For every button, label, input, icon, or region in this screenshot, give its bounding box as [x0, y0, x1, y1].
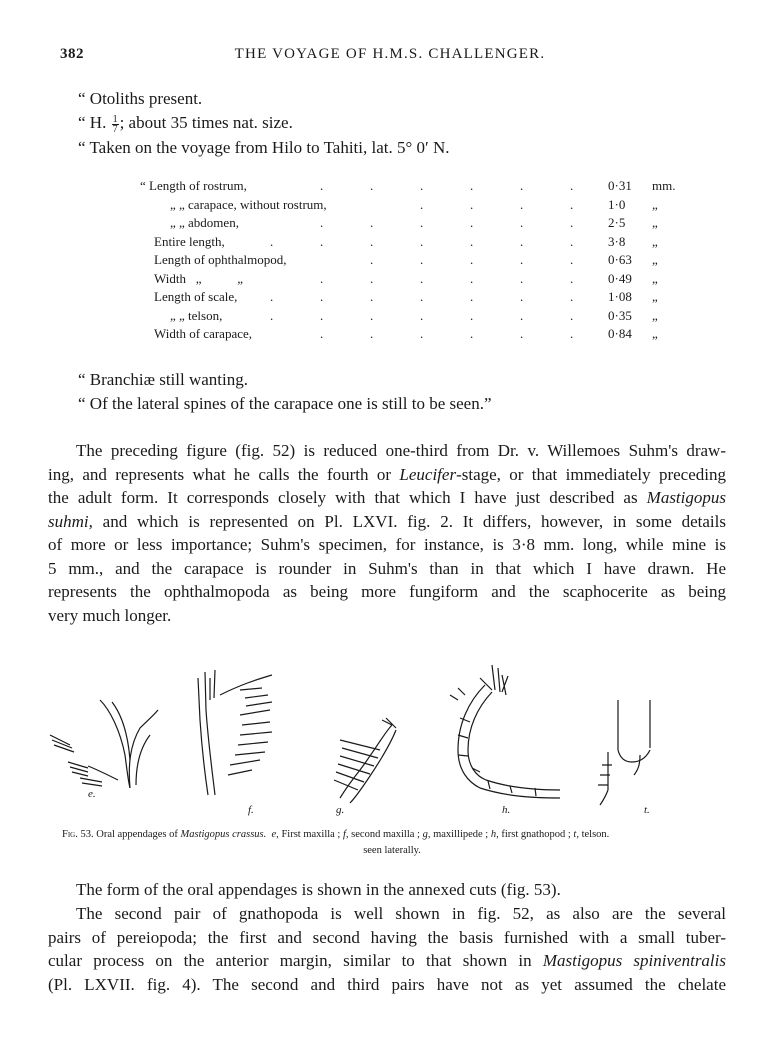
- paragraph-line: (Pl. LXVII. fig. 4). The second and third pairs have not as yet assumed the chelate: [48, 974, 726, 994]
- measurement-label: Width of carapace,: [154, 326, 258, 342]
- measurement-value: 1·0: [608, 196, 626, 212]
- paragraph-line: The preceding figure (fig. 52) is reduced one-third from Dr. v. Willemoes Suhm's draw-: [76, 441, 726, 460]
- measurement-unit: „: [652, 252, 658, 267]
- measurement-value: 0·31: [608, 178, 632, 193]
- figure-caption: [62, 827, 722, 859]
- caption-key: h,: [490, 829, 499, 840]
- measurement-row: „ „ carapace, without rostrum, . . . . 1·0 „: [170, 196, 658, 212]
- figure-label-g: g.: [336, 804, 345, 816]
- quote-branchiae: “ Branchiæ still wanting.: [78, 370, 248, 389]
- measurement-row: “ Length of rostrum, . . . . . . 0·31 mm.: [140, 178, 676, 193]
- measurement-value: 0·63: [608, 252, 632, 267]
- measurement-value: 3·8: [608, 233, 626, 249]
- figure-label-e: e.: [88, 788, 96, 800]
- first-maxilla-drawing: [50, 700, 158, 788]
- paragraph-line: of more or less importance; Suhm's specimen, for instance, is 3·8 mm. long, while mine is: [48, 535, 726, 554]
- measurement-unit: mm.: [652, 178, 676, 193]
- measurement-row: „ „ abdomen, . . . . . . 2·5 „: [170, 215, 658, 230]
- figure-label-h: h.: [502, 804, 511, 816]
- text-run: -stage, or that immediately preceding: [456, 464, 726, 484]
- paragraph-line: The form of the oral appendages is shown in the annexed cuts (fig. 53).: [76, 880, 561, 899]
- fraction: [112, 115, 119, 134]
- paragraph-line: [48, 486, 726, 510]
- measurement-row: Width „ „ . . . . . . 0·49 „: [154, 270, 658, 286]
- measurement-table: [140, 178, 700, 345]
- measurement-unit: „: [652, 307, 658, 323]
- paragraph-line: 5 mm., and the carapace is rounder in Suhm's than in that which I have drawn. He: [48, 558, 726, 578]
- quote-h-suffix: ; about 35 times nat. size.: [119, 113, 293, 132]
- paragraph-line: [48, 463, 726, 487]
- page-number: 382: [60, 46, 84, 62]
- measurement-unit: „: [652, 233, 658, 249]
- paragraph-line: The second pair of gnathopoda is well shown in fig. 52, as also are the several: [76, 904, 726, 923]
- figure-drawing: [40, 640, 740, 820]
- measurement-unit: „: [652, 326, 658, 341]
- measurement-value: 0·49: [608, 270, 632, 286]
- measurement-unit: „: [652, 270, 658, 286]
- caption-species: Mastigopus crassus.: [180, 829, 267, 840]
- measurement-value: 0·84: [608, 326, 632, 341]
- fraction-denominator: 7: [112, 123, 118, 135]
- caption-line: seen laterally.: [363, 845, 421, 856]
- measurement-label: Width „ „: [154, 271, 249, 287]
- caption-text: first gnathopod ;: [498, 829, 574, 840]
- measurement-row: Length of scale, . . . . . . . 1·08 „: [154, 289, 658, 304]
- figure-oral-appendages: [40, 640, 740, 820]
- caption-text: telson.: [578, 829, 610, 840]
- quote-lateral-spines: “ Of the lateral spines of the carapace one is still to be seen.”: [78, 394, 492, 413]
- measurement-label: Entire length,: [154, 234, 231, 250]
- measurement-row: Entire length, . . . . . . . 3·8 „: [154, 233, 658, 249]
- fraction-numerator: 1: [112, 113, 118, 125]
- second-maxilla-drawing: [198, 670, 272, 795]
- figure-label-f: f.: [248, 804, 254, 816]
- measurement-value: 0·35: [608, 307, 632, 323]
- measurement-label: Length of scale,: [154, 289, 243, 305]
- caption-text: Oral appendages of: [93, 829, 181, 840]
- paragraph-line: very much longer.: [48, 605, 172, 625]
- text-run: the adult form. It corresponds closely with that which I have just described as: [48, 488, 647, 507]
- measurement-unit: „: [652, 289, 658, 304]
- paragraph-oral-appendages: [48, 878, 726, 902]
- caption-key: t,: [573, 829, 579, 840]
- text-run: and which is represented on Pl. LXVI. fig. 2. It differs, however, in some details: [92, 511, 726, 531]
- quote-voyage: “ Taken on the voyage from Hilo to Tahiti, lat. 5° 0′ N.: [78, 138, 450, 157]
- caption-text: First maxilla ;: [278, 829, 343, 840]
- paragraph-line: pairs of pereiopoda; the first and second having the basis furnished with a small tuber-: [48, 927, 726, 947]
- caption-label: Fig. 53.: [62, 829, 94, 840]
- taxon-name: suhmi,: [48, 511, 93, 531]
- telson-drawing: [598, 700, 650, 805]
- maxillipede-drawing: [334, 718, 396, 803]
- measurement-label: „ „ abdomen,: [170, 215, 245, 231]
- measurement-value: 1·08: [608, 289, 632, 304]
- taxon-name: Mastigopus: [646, 488, 726, 507]
- measurement-value: 2·5: [608, 215, 626, 230]
- quote-h-prefix: “ H.: [78, 113, 107, 132]
- page-header: [60, 46, 720, 70]
- measurement-label: „ „ carapace, without rostrum,: [170, 197, 333, 213]
- first-gnathopod-drawing: [450, 665, 560, 798]
- caption-line: [62, 827, 722, 843]
- paragraph-line: [48, 949, 726, 973]
- text-run: cular process on the anterior margin, similar to that shown in: [48, 951, 543, 970]
- taxon-name: Leucifer: [399, 464, 457, 484]
- quote-magnification: [78, 113, 293, 134]
- paragraph-line: [48, 510, 726, 534]
- measurement-label: Length of ophthalmopod,: [154, 252, 293, 268]
- paragraph-preceding-figure: [48, 439, 726, 627]
- figure-label-t: t.: [644, 804, 650, 816]
- paragraph-line: represents the ophthalmopoda as being more fungiform and the scaphocerite as being: [48, 582, 726, 601]
- measurement-unit: „: [652, 196, 658, 212]
- measurement-unit: „: [652, 215, 658, 230]
- caption-text: second maxilla ;: [348, 829, 423, 840]
- text-run: ing, and represents what he calls the fourth or: [48, 464, 400, 484]
- caption-text: maxillipede ;: [430, 829, 491, 840]
- caption-key: g,: [422, 829, 431, 840]
- measurement-row: Width of carapace, . . . . . . 0·84 „: [154, 326, 658, 341]
- caption-key: e,: [271, 829, 279, 840]
- taxon-name: Mastigopus spiniventralis: [542, 951, 726, 970]
- quote-otoliths: “ Otoliths present.: [78, 89, 203, 108]
- running-title: THE VOYAGE OF H.M.S. CHALLENGER.: [234, 46, 546, 62]
- measurement-row: Length of ophthalmopod, . . . . . 0·63 „: [154, 252, 658, 267]
- paragraph-gnathopoda: [48, 902, 726, 996]
- measurement-label: “ Length of rostrum,: [140, 178, 253, 194]
- caption-key: f,: [342, 829, 349, 840]
- measurement-label: „ „ telson,: [170, 308, 228, 324]
- measurement-row: „ „ telson, . . . . . . . 0·35 „: [170, 307, 658, 323]
